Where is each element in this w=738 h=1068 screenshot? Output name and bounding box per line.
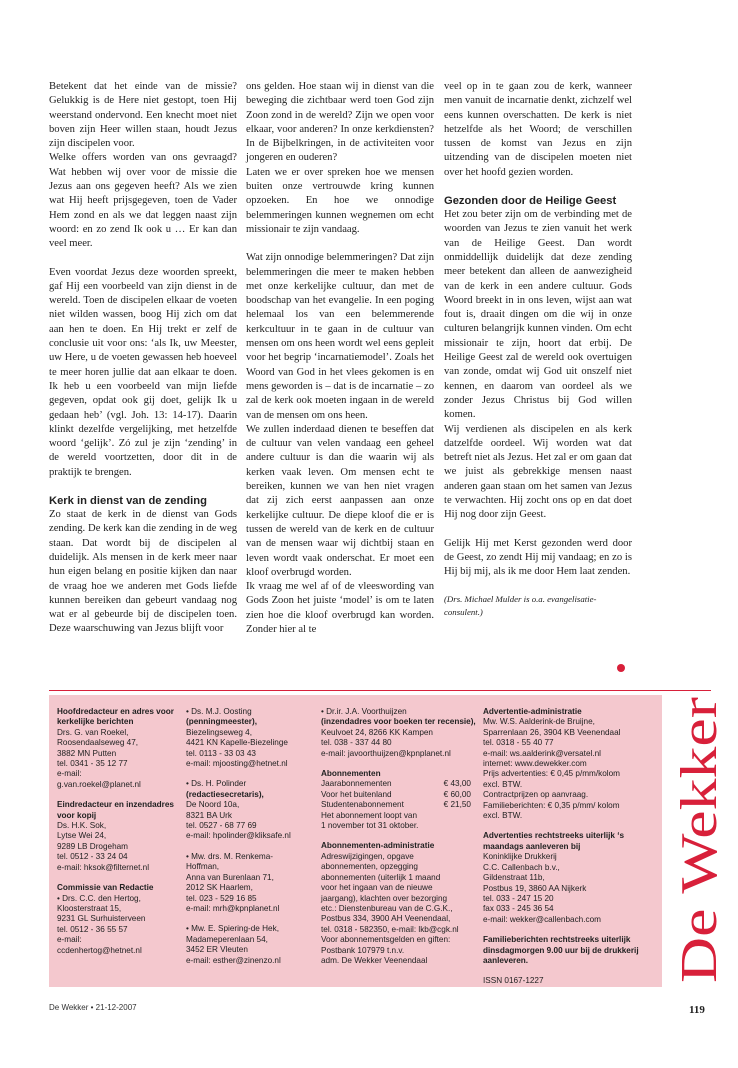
colophon-line: tel. 0318 - 55 40 77 xyxy=(483,738,554,748)
colophon-line: Postbus 334, 3900 AH Veenendaal, xyxy=(321,914,451,924)
colophon-line: Het abonnement loopt van xyxy=(321,810,418,820)
colophon-line: Keulvoet 24, 8266 KK Kampen xyxy=(321,727,433,737)
colophon-line: 2012 SK Haarlem, xyxy=(186,883,253,893)
colophon-line: abonnementen (uiterlijk 1 maand xyxy=(321,872,441,882)
email-link[interactable]: e-mail: ws.aalderink@versatel.nl xyxy=(483,748,601,758)
colophon-line: fax 033 - 245 36 54 xyxy=(483,904,554,914)
article-column-3 xyxy=(444,80,632,619)
author-credit: (Drs. Michael Mulder is o.a. evangelisatie-consulent.) xyxy=(444,593,597,617)
colophon-role: (inzendadres voor boeken ter recensie), xyxy=(321,717,476,727)
colophon-line: Gildenstraat 11b, xyxy=(483,873,545,883)
colophon-line: e-mail: xyxy=(57,769,82,779)
colophon-line: • Ds. M.J. Oosting xyxy=(186,707,252,716)
colophon-line: Sparrenlaan 26, 3904 KB Veenendaal xyxy=(483,727,621,737)
paragraph: Wij verdienen als discipelen en als kerk datzelfde oordeel. Wij worden wat dat betreft niet als Jezus. Het zal er om gaan dat we juist als gebrekkige mensen naast anderen gaan staan om het samen van Jezus te verwachten. Hij zocht ons op en dat doet Hij nog door zijn Geest. xyxy=(444,423,632,521)
colophon-line: 9289 LB Drogeham xyxy=(57,841,129,851)
email-link[interactable]: e-mail: javoorthuijzen@kpnplanet.nl xyxy=(321,748,451,758)
colophon-line: 9231 GL Surhuisterveen xyxy=(57,914,146,924)
email-link[interactable]: e-mail: mrh@kpnplanet.nl xyxy=(186,903,280,913)
colophon-heading: Familieberichten rechtstreeks uiterlijk dinsdagmorgen 9.00 uur bij de drukkerij aanleveren. xyxy=(483,935,639,965)
email-link[interactable]: g.van.roekel@planet.nl xyxy=(57,779,141,789)
paragraph: Betekent dat het einde van de missie? Gelukkig is de Here niet gestopt, toen Hij weerstand ondervond. Een knecht moet niet boven zijn Heer willen staan, houdt Jezus zijn discipelen voor. xyxy=(49,81,237,150)
colophon-line: Mw. W.S. Aalderink-de Bruijne, xyxy=(483,717,595,727)
email-link[interactable]: e-mail: wekker@callenbach.com xyxy=(483,914,601,924)
price-row xyxy=(321,790,471,800)
price-value: € 21,50 xyxy=(443,800,471,810)
article-column-2 xyxy=(246,80,434,637)
colophon-line: tel. 0512 - 33 24 04 xyxy=(57,852,128,862)
colophon-line: C.C. Callenbach b.v., xyxy=(483,862,560,872)
paragraph: Zo staat de kerk in de dienst van Gods zending. De kerk kan die zending in de weg staan. Dat wordt bij de discipelen al duidelijk. Als mensen in de kerk meer naar hun eigen belang en positie kijken dan naar de vraag hoe we anderen met Gods liefde kunnen bereiken dan gebeurt vandaag nog wat er al gebeurde bij de discipelen toen. Deze waarschuwing van Jezus blijft voor xyxy=(49,509,237,635)
colophon-line: 1 november tot 31 oktober. xyxy=(321,821,419,831)
colophon-line: 3882 MN Putten xyxy=(57,748,117,758)
email-link[interactable]: e-mail: hksok@filternet.nl xyxy=(57,862,150,872)
colophon-line: tel. 0512 - 36 55 57 xyxy=(57,924,128,934)
colophon-line: Ds. H.K. Sok, xyxy=(57,821,107,831)
website-link[interactable]: internet: www.dewekker.com xyxy=(483,759,587,769)
section-heading: Gezonden door de Heilige Geest xyxy=(444,195,617,208)
colophon-line: tel. 0527 - 68 77 69 xyxy=(186,821,257,831)
email-link[interactable]: e-mail: esther@zinenzo.nl xyxy=(186,955,281,965)
colophon-line: Prijs advertenties: € 0,45 p/mm/kolom xyxy=(483,769,620,779)
colophon-column-1 xyxy=(57,707,187,956)
paragraph: Laten we er over spreken hoe we mensen buiten onze vertrouwde kring kunnen opzoeken. En hoe we onnodige belemmeringen kunnen wegnemen om echt missionair te zijn vandaag. xyxy=(246,166,434,235)
email-link[interactable]: e-mail: hpolinder@kliksafe.nl xyxy=(186,831,291,841)
colophon-line: abonnementen, opzegging xyxy=(321,862,418,872)
colophon-line: tel. 0113 - 33 03 43 xyxy=(186,748,256,758)
colophon-line: tel. 033 - 247 15 20 xyxy=(483,893,554,903)
colophon-line: Voor abonnementsgelden en giften: xyxy=(321,935,451,945)
paragraph: Het zou beter zijn om de verbinding met de woorden van Jezus te zien vanuit het werk van de Heilige Geest. Dan wordt onmiddellijk duidelijk dat deze zending meer betekent dan alleen de aanwezigheid van de kerk in een andere cultuur. Gods Woord breekt in in ons leven, wijst aan wat fout is, draait dingen om die wij in onze culturen belangrijk kunnen vinden. Om echt missionair te zijn, hoort dat erbij. De Heilige Geest zal de wereld ook overtuigen van zonde, omdat wij God uit onszelf niet kennen, en daarom van oordeel als we zonder Jezus Christus bij God willen komen. xyxy=(444,209,632,421)
colophon-line: • Drs. C.C. den Hertog, xyxy=(57,893,141,903)
issn-number: ISSN 0167-1227 xyxy=(483,976,544,986)
colophon-line: tel. 0318 - 582350, e-mail: lkb@cgk.nl xyxy=(321,924,459,934)
colophon-line: Postbank 107979 t.n.v. xyxy=(321,945,405,955)
paragraph: Ik vraag me wel af of de vleeswording van Gods Zoon het juiste ‘model’ is om te laten zien hoe die kloof overbrugd kan worden. Zonder hier al te xyxy=(246,581,434,635)
colophon-line: etc.: Dienstenbureau van de C.G.K., xyxy=(321,903,453,913)
divider-rule xyxy=(49,690,711,691)
paragraph: veel op in te gaan zou de kerk, wanneer men vanuit de incarnatie denkt, zichzelf wel eens kunnen overschatten. De kerk is niet hetzelfde als het Woord; de verschillen tussen de komst van Jezus en zijn uitzending van de discipelen moeten niet over het hoofd gezien worden. xyxy=(444,81,632,178)
colophon-line: • Mw. drs. M. Renkema- xyxy=(186,851,274,861)
colophon-line: adm. De Wekker Veenendaal xyxy=(321,955,428,965)
colophon-role: (redactiesecretaris), xyxy=(186,789,264,799)
footer-issue-date: De Wekker • 21-12-2007 xyxy=(49,1003,137,1012)
colophon-line: 3452 ER Vleuten xyxy=(186,945,248,955)
colophon-line: Adreswijzigingen, opgave xyxy=(321,851,414,861)
colophon-heading: Hoofdredacteur en adres voor kerkelijke berichten xyxy=(57,707,174,727)
colophon-line: Biezelingseweg 4, xyxy=(186,727,252,737)
colophon-line: Roosendaalseweg 47, xyxy=(57,738,139,748)
colophon-line: Kloosterstraat 15, xyxy=(57,903,122,913)
price-row xyxy=(321,800,471,810)
colophon-column-4 xyxy=(483,707,659,987)
colophon-line: Koninklijke Drukkerij xyxy=(483,852,557,862)
price-value: € 60,00 xyxy=(443,789,471,799)
article-column-1 xyxy=(49,80,237,637)
colophon-line: Hoffman, xyxy=(186,862,220,872)
paragraph: Even voordat Jezus deze woorden spreekt, gaf Hij een voorbeeld van zijn dienst in de wereld. Toen de discipelen elkaar de voeten niet wilden wassen, boog Hij zich om dat aan hen te doen. En Hij trekt er zelf de conclusie uit voor ons: ‘als Ik, uw Meester, uw Here, u de voeten gewassen heb hoeveel te meer horen jullie dat aan elkaar te doen. Ik heb u een voorbeeld van mijn liefde gegeven, opdat ook gij doet, gelijk Ik u gedaan heb’ (vgl. Joh. 13: 14-17). Daarin klinkt dezelfde vergelijking, met hetzelfde woord ‘gelijk’. Zó zul je zijn ‘zending’ in de wereld voortzetten, door dit in de praktijk te brengen. xyxy=(49,266,237,478)
colophon-line: Contractprijzen op aanvraag. xyxy=(483,790,589,800)
price-row xyxy=(321,779,471,789)
colophon-heading: Advertenties rechtstreeks uiterlijk ‘s maandags aanleveren bij xyxy=(483,831,625,851)
colophon-heading: Eindredacteur en inzendadres voor kopij xyxy=(57,800,174,820)
email-link[interactable]: ccdenhertog@hetnet.nl xyxy=(57,945,142,955)
de-wekker-logo xyxy=(671,693,728,985)
price-label: Studentenabonnement xyxy=(321,800,404,810)
colophon-box xyxy=(49,695,662,987)
colophon-line: Madameperenlaan 54, xyxy=(186,934,268,944)
colophon-column-2 xyxy=(186,707,316,966)
price-label: Voor het buitenland xyxy=(321,789,392,799)
logo-text: De Wekker xyxy=(671,749,728,983)
colophon-heading: Abonnementen-administratie xyxy=(321,841,435,851)
colophon-line: Postbus 19, 3860 AA Nijkerk xyxy=(483,883,587,893)
colophon-column-3 xyxy=(321,707,476,966)
colophon-line: 4421 KN Kapelle-Biezelinge xyxy=(186,738,288,748)
colophon-line: De Noord 10a, xyxy=(186,800,240,810)
colophon-line: Familieberichten: € 0,35 p/mm/ kolom xyxy=(483,800,620,810)
colophon-role: (penningmeester), xyxy=(186,717,257,727)
colophon-line: tel. 023 - 529 16 85 xyxy=(186,893,257,903)
colophon-heading: Advertentie-administratie xyxy=(483,707,582,716)
colophon-line: • Ds. H. Polinder xyxy=(186,779,247,789)
colophon-line: voor het ingaan van de nieuwe xyxy=(321,883,433,893)
price-label: Jaarabonnementen xyxy=(321,779,392,789)
paragraph: ons gelden. Hoe staan wij in dienst van die beweging die zichtbaar werd toen God zijn Zoon zond in de wereld? Zijn we open voor elkaar, voor anderen? In onze kerkdiensten? In de Bijbelkringen, in de activiteiten voor jongeren en ouderen? xyxy=(246,81,434,164)
paragraph: Wat zijn onnodige belemmeringen? Dat zijn belemmeringen die meer te maken hebben met onze kerkelijke cultuur, dan met de boodschap van het evangelie. In een poging helemaal los van een belemmerende kerkcultuur in te gaan in de cultuur van mensen om ons heen wordt wel eens gepleit voor het begrip ‘incarnatiemodel’. Zoals het Woord van God in het vlees gekomen is en mens geworden is – dat is de incarnatie – zo zal de kerk ook moeten ingaan in de wereld van de mensen om ons heen. xyxy=(246,252,434,421)
paragraph: Gelijk Hij met Kerst gezonden werd door de Geest, zo zendt Hij mij vandaag; en zo is Hij bij mij, als ik me door Hem laat zenden. xyxy=(444,537,632,578)
colophon-line: tel. 038 - 337 44 80 xyxy=(321,738,392,748)
email-link[interactable]: e-mail: mjoosting@hetnet.nl xyxy=(186,759,288,769)
end-mark-dot xyxy=(617,664,625,672)
colophon-heading: Abonnementen xyxy=(321,769,381,779)
colophon-heading: Commissie van Redactie xyxy=(57,883,154,893)
colophon-line: 8321 BA Urk xyxy=(186,810,232,820)
colophon-line: Anna van Burenlaan 71, xyxy=(186,872,274,882)
colophon-line: e-mail: xyxy=(57,935,82,945)
colophon-line: • Dr.ir. J.A. Voorthuijzen xyxy=(321,707,407,716)
colophon-line: Lytse Wei 24, xyxy=(57,831,107,841)
paragraph: We zullen inderdaad dienen te beseffen dat de cultuur van velen vandaag een geheel andere cultuur is dan die waarin wij als kerken vaak leven. Om mensen echt te bereiken, kunnen we van hen niet vragen dat zij zich eerst aanpassen aan onze kerkelijke cultuur. De diepe kloof die er is tussen de wereld van de kerk en de cultuur van de mensen waar wij dichtbij staan en leven wordt vaak onderschat. Er moet een kloof overbrugd worden. xyxy=(246,423,434,578)
colophon-line: jaargang), klachten over bezorging xyxy=(321,893,448,903)
price-value: € 43,00 xyxy=(443,779,471,789)
colophon-line: excl. BTW. xyxy=(483,779,523,789)
section-heading: Kerk in dienst van de zending xyxy=(49,495,207,508)
colophon-line: • Mw. E. Spiering-de Hek, xyxy=(186,924,279,934)
page-number: 119 xyxy=(689,1004,705,1016)
paragraph: Welke offers worden van ons gevraagd? Wat hebben wij over voor de missie die Jezus aan ons gegeven heeft? Als we zien wat Hij heeft prijsgegeven, toen de Vader Hem zond en als we dat leggen naast zijn woord: en zo zend Ik ook u … Er kan dan veel meer. xyxy=(49,152,237,250)
colophon-line: Drs. G. van Roekel, xyxy=(57,727,129,737)
colophon-line: excl. BTW. xyxy=(483,811,523,821)
colophon-line: tel. 0341 - 35 12 77 xyxy=(57,759,128,769)
